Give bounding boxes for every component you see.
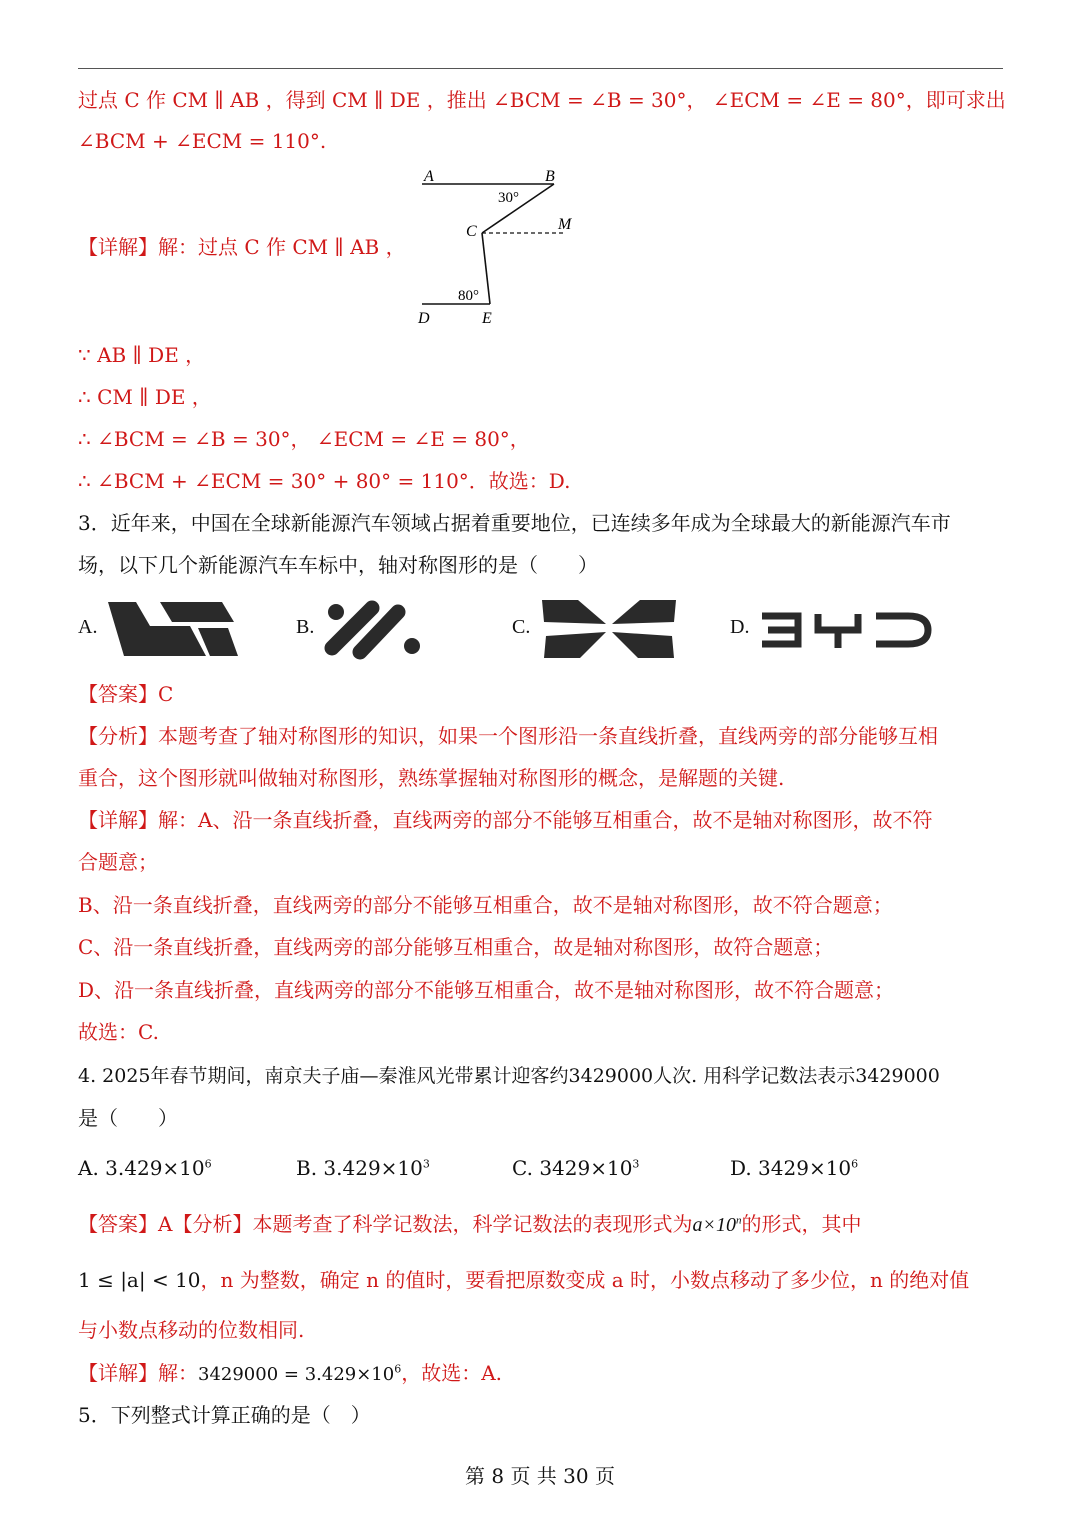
analysis-exp: n — [735, 1214, 742, 1227]
option-base: 3.429×10 — [323, 1156, 423, 1180]
option-label: D. — [730, 1156, 752, 1180]
option-exp: 6 — [851, 1157, 859, 1171]
q3-analysis-line-2: 重合，这个图形就叫做轴对称图形，熟练掌握轴对称图形的概念，是解题的关键. — [78, 766, 785, 790]
q2-step-2: ∴ CM ∥ DE ， — [78, 385, 212, 409]
q4-option-c — [512, 1154, 639, 1182]
detail-exp: 6 — [394, 1362, 402, 1376]
detail-expr: 3429000 = 3.429×10 — [198, 1364, 395, 1385]
li-auto-logo-icon — [106, 598, 240, 660]
label-b: B — [545, 168, 555, 185]
q4-option-d — [730, 1154, 858, 1182]
option-base: 3.429×10 — [105, 1156, 205, 1180]
q3-detail-line-6: 故选：C. — [78, 1020, 159, 1044]
q4-stem-line-1: 4. 2025年春节期间，南京夫子庙—秦淮风光带累计迎客约3429000人次. 用科学记数法表示3429000 — [78, 1065, 940, 1087]
answer-value: C — [158, 682, 174, 706]
q3-option-d-label: D. — [730, 616, 750, 638]
q3-detail-line-5: D、沿一条直线折叠，直线两旁的部分不能够互相重合，故不是轴对称图形，故不符合题意； — [78, 978, 895, 1002]
label-c: C — [466, 223, 477, 240]
option-label: A. — [78, 1156, 99, 1180]
analysis-text: ，n 为整数，确定 n 的值时，要看把原数变成 a 时，小数点移动了多少位，n 的绝对值 — [200, 1268, 970, 1292]
detail-text: 解： — [158, 1361, 198, 1385]
page-footer: 第 8 页 共 30 页 — [465, 1464, 615, 1488]
q4-analysis-line-3: 与小数点移动的位数相同. — [78, 1318, 305, 1342]
q3-stem-line-1: 3．近年来，中国在全球新能源汽车领域占据着重要地位，已连续多年成为全球最大的新能源汽车市 — [78, 511, 951, 535]
q3-option-c-label: C. — [512, 616, 531, 638]
label-angle-80: 80° — [458, 288, 479, 304]
answer-tag: 【答案】 — [78, 682, 158, 706]
q4-option-a — [78, 1154, 212, 1182]
analysis-text-end: 的形式，其中 — [741, 1212, 862, 1236]
q3-option-a-label: A. — [78, 616, 98, 638]
q2-step-1: ∵ AB ∥ DE ， — [78, 343, 206, 367]
xpeng-x-logo-icon — [540, 598, 678, 660]
option-exp: 6 — [204, 1157, 212, 1171]
q2-step-4: ∴ ∠BCM + ∠ECM = 30° + 80° = 110°．故选：D. — [78, 469, 571, 493]
q3-detail-line-1 — [78, 806, 932, 834]
detail-text: 解：过点 C 作 CM ∥ AB ， — [158, 235, 406, 259]
analysis-text: 本题考查了科学记数法，科学记数法的表现形式为 — [252, 1212, 693, 1236]
q3-detail-line-2: 合题意； — [78, 850, 158, 874]
detail-tag: 【详解】 — [78, 1361, 158, 1385]
q3-detail-line-4: C、沿一条直线折叠，直线两旁的部分能够互相重合，故是轴对称图形，故符合题意； — [78, 935, 834, 959]
label-m: M — [558, 216, 572, 233]
segment-ce — [482, 233, 490, 304]
nio-slash-logo-icon — [322, 598, 426, 660]
option-exp: 3 — [632, 1157, 640, 1171]
label-d: D — [418, 310, 430, 326]
label-e: E — [482, 310, 492, 326]
header-rule — [78, 68, 1003, 69]
label-a: A — [424, 168, 434, 185]
q4-option-b — [296, 1154, 430, 1182]
q3-stem-line-2: 场，以下几个新能源汽车车标中，轴对称图形的是（ ） — [78, 553, 598, 577]
analysis-text: 本题考查了轴对称图形的知识，如果一个图形沿一条直线折叠，直线两旁的部分能够互相 — [158, 724, 938, 748]
q4-detail-line — [78, 1359, 502, 1389]
q4-answer-line — [78, 1210, 861, 1239]
detail-end: ，故选：A. — [401, 1361, 503, 1385]
q4-analysis-line-2 — [78, 1266, 969, 1294]
analysis-tag: 【分析】 — [78, 724, 158, 748]
q2-step-3: ∴ ∠BCM = ∠B = 30°， ∠ECM = ∠E = 80°， — [78, 427, 530, 451]
q5-stem: 5．下列整式计算正确的是（ ） — [78, 1403, 371, 1427]
detail-tag: 【详解】 — [78, 808, 158, 832]
option-label: C. — [512, 1156, 533, 1180]
analysis-tag: 【分析】 — [172, 1212, 253, 1236]
analysis-range: 1 ≤ |a| < 10 — [78, 1268, 201, 1292]
detail-text: 解：A、沿一条直线折叠，直线两旁的部分不能够互相重合，故不是轴对称图形，故不符 — [158, 808, 933, 832]
answer-tag: 【答案】 — [78, 1212, 158, 1236]
analysis-line-2: ∠BCM + ∠ECM = 110°. — [78, 129, 327, 153]
q3-answer-line — [78, 680, 173, 708]
byd-logo-icon — [758, 598, 934, 660]
analysis-expr: a×10 — [692, 1214, 736, 1236]
analysis-line-1: 过点 C 作 CM ∥ AB ，得到 CM ∥ DE ，推出 ∠BCM = ∠B = 30°， ∠ECM = ∠E = 80°，即可求出 — [78, 88, 1006, 112]
answer-value: A — [158, 1212, 173, 1236]
q2-detail-line — [78, 233, 406, 261]
option-base: 3429×10 — [758, 1156, 852, 1180]
label-angle-30: 30° — [498, 190, 519, 206]
geometry-figure — [412, 166, 587, 326]
q3-option-b-label: B. — [296, 616, 315, 638]
q4-stem-line-2: 是（ ） — [78, 1106, 178, 1130]
option-label: B. — [296, 1156, 318, 1180]
option-exp: 3 — [422, 1157, 430, 1171]
detail-tag: 【详解】 — [78, 235, 158, 259]
option-base: 3429×10 — [539, 1156, 633, 1180]
q3-detail-line-3: B、沿一条直线折叠，直线两旁的部分不能够互相重合，故不是轴对称图形，故不符合题意； — [78, 893, 893, 917]
q3-analysis-line-1 — [78, 722, 938, 750]
